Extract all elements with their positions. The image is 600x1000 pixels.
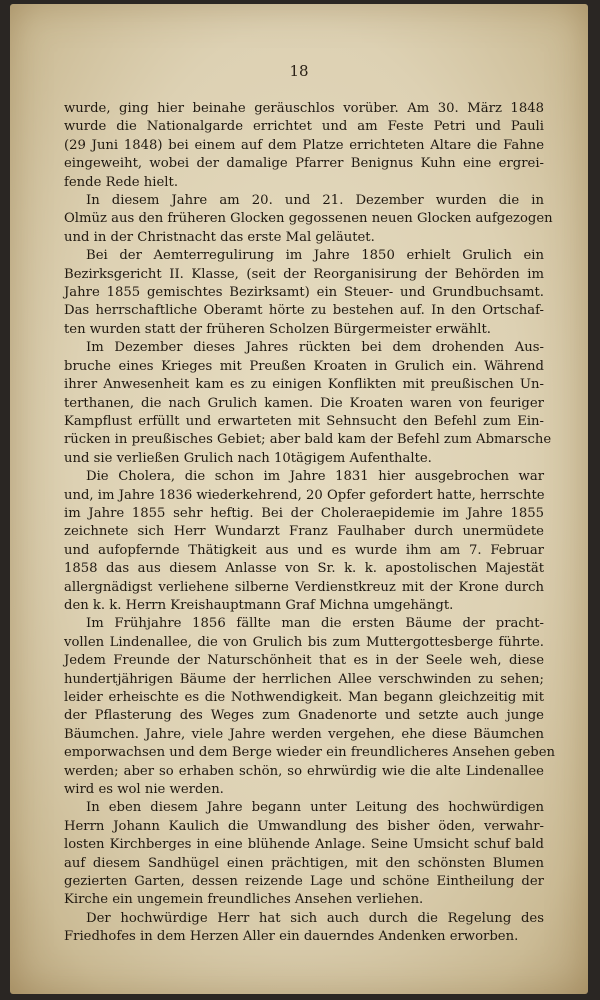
text-line: Bäumchen. Jahre, viele Jahre werden vergehen, ehe diese Bäumchen bbox=[64, 726, 544, 742]
text-line: hundertjährigen Bäume der herrlichen Allee verschwinden zu sehen; bbox=[64, 671, 544, 687]
text-line: Kirche ein ungemein freundliches Ansehen verliehen. bbox=[64, 892, 424, 908]
text-line: Der hochwürdige Herr hat sich auch durch die Regelung des bbox=[86, 910, 544, 926]
text-line: zeichnete sich Herr Wundarzt Franz Faulhaber durch unermüdete bbox=[64, 524, 544, 540]
text-line: allergnädigst verliehene silberne Verdienstkreuz mit der Krone durch bbox=[64, 579, 544, 595]
text-line: emporwachsen und dem Berge wieder ein freundlicheres Ansehen geben bbox=[64, 745, 556, 761]
text-line: ten wurden statt der früheren Scholzen Bürgermeister erwählt. bbox=[64, 321, 491, 337]
text-line: eingeweiht, wobei der damalige Pfarrer Benignus Kuhn eine ergrei- bbox=[64, 156, 544, 172]
page-number: 18 bbox=[289, 62, 309, 80]
text-line: Jedem Freunde der Naturschönheit that es in der Seele weh, diese bbox=[64, 653, 544, 669]
text-line: Bezirksgericht II. Klasse, (seit der Reorganisirung der Behörden im bbox=[64, 266, 544, 282]
text-line: den k. k. Herrn Kreishauptmann Graf Michna umgehängt. bbox=[64, 597, 454, 613]
text-line: ihrer Anwesenheit kam es zu einigen Konflikten mit preußischen Un- bbox=[64, 377, 544, 393]
text-line: Kampflust erfüllt und erwarteten mit Sehnsucht den Befehl zum Ein- bbox=[64, 413, 544, 429]
text-line: wurde die Nationalgarde errichtet und am Feste Petri und Pauli bbox=[64, 119, 544, 135]
text-line: Im Frühjahre 1856 fällte man die ersten Bäume der pracht- bbox=[86, 616, 544, 632]
text-line: Die Cholera, die schon im Jahre 1831 hier ausgebrochen war bbox=[86, 469, 544, 485]
text-line: Im Dezember dieses Jahres rückten bei dem drohenden Aus- bbox=[86, 340, 544, 356]
text-line: Bei der Aemterregulirung im Jahre 1850 erhielt Grulich ein bbox=[86, 248, 544, 264]
text-line: (29 Juni 1848) bei einem auf dem Platze errichteten Altare die Fahne bbox=[64, 137, 544, 153]
text-line: leider erheischte es die Nothwendigkeit. Man begann gleichzeitig mit bbox=[64, 690, 544, 705]
text-line: und aufopfernde Thätigkeit aus und es wurde ihm am 7. Februar bbox=[64, 542, 544, 558]
text-line: In eben diesem Jahre begann unter Leitung des hochwürdigen bbox=[86, 800, 544, 816]
text-line: der Pflasterung des Weges zum Gnadenorte und setzte auch junge bbox=[64, 708, 544, 724]
text-line: werden; aber so erhaben schön, so ehrwürdig wie die alte Lindenallee bbox=[64, 763, 544, 779]
paragraph bbox=[64, 910, 544, 947]
paragraph bbox=[64, 192, 553, 247]
text-line: vollen Lindenallee, die von Grulich bis zum Muttergottesberge führte. bbox=[64, 634, 544, 650]
text-line: Das herrschaftliche Oberamt hörte zu bestehen auf. In den Ortschaf- bbox=[64, 303, 544, 319]
text-line: und, im Jahre 1836 wiederkehrend, 20 Opfer gefordert hatte, herrschte bbox=[64, 487, 545, 503]
text-line: Friedhofes in dem Herzen Aller ein dauerndes Andenken erworben. bbox=[64, 929, 519, 945]
paragraph bbox=[64, 799, 544, 909]
text-line: im Jahre 1855 sehr heftig. Bei der Choleraepidemie im Jahre 1855 bbox=[64, 505, 544, 521]
text-line: rücken in preußisches Gebiet; aber bald kam der Befehl zum Abmarsche bbox=[64, 432, 552, 448]
paragraph bbox=[64, 468, 544, 615]
text-line: Jahre 1855 gemischtes Bezirksamt) ein Steuer- und Grundbuchsamt. bbox=[64, 285, 544, 301]
paragraph bbox=[64, 100, 544, 192]
body-text bbox=[64, 100, 556, 947]
text-line: 1858 das aus diesem Anlasse von Sr. k. k. apostolischen Majestät bbox=[64, 561, 544, 577]
text-line: fende Rede hielt. bbox=[64, 174, 179, 190]
book-page bbox=[10, 4, 588, 994]
text-line: terthanen, die nach Grulich kamen. Die Kroaten waren von feuriger bbox=[64, 395, 544, 411]
paragraph bbox=[64, 339, 552, 468]
text-line: bruche eines Krieges mit Preußen Kroaten in Grulich ein. Während bbox=[64, 358, 544, 374]
text-line: gezierten Garten, dessen reizende Lage und schöne Eintheilung der bbox=[64, 874, 544, 890]
text-line: auf diesem Sandhügel einen prächtigen, mit den schönsten Blumen bbox=[64, 855, 544, 871]
text-line: und in der Christnacht das erste Mal geläutet. bbox=[64, 229, 375, 245]
text-line: Olmüz aus den früheren Glocken gegossenen neuen Glocken aufgezogen bbox=[64, 211, 553, 227]
text-line: wird es wol nie werden. bbox=[64, 782, 224, 798]
text-line: wurde, ging hier beinahe geräuschlos vorüber. Am 30. März 1848 bbox=[64, 101, 544, 116]
paragraph bbox=[64, 247, 544, 339]
paragraph bbox=[64, 615, 556, 799]
text-line: und sie verließen Grulich nach 10tägigem Aufenthalte. bbox=[64, 450, 432, 466]
text-line: losten Kirchberges in eine blühende Anlage. Seine Umsicht schuf bald bbox=[64, 837, 544, 853]
text-line: Herrn Johann Kaulich die Umwandlung des bisher öden, verwahr- bbox=[64, 818, 544, 834]
text-line: In diesem Jahre am 20. und 21. Dezember wurden die in bbox=[86, 193, 544, 209]
